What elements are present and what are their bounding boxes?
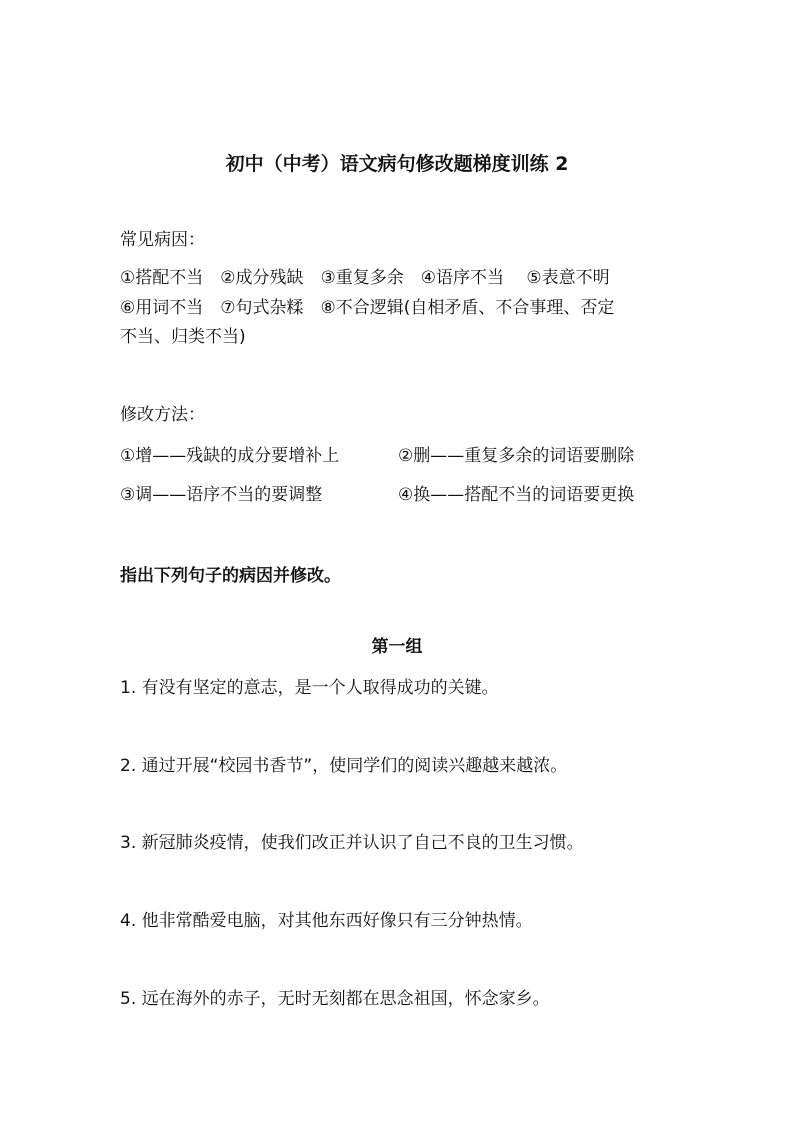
methods-heading: 修改方法： — [120, 405, 205, 425]
question-3: 3. 新冠肺炎疫情，使我们改正并认识了自己不良的卫生习惯。 — [120, 833, 584, 853]
method-replace: ④换——搭配不当的词语要更换 — [398, 485, 635, 505]
method-add: ①增——残缺的成分要增补上 — [120, 446, 340, 466]
causes-line-3: 不当、归类不当) — [120, 327, 246, 347]
causes-line-1: ①搭配不当 ②成分残缺 ③重复多余 ④语序不当 ⑤表意不明 — [120, 268, 610, 288]
causes-line-2: ⑥用词不当 ⑦句式杂糅 ⑧不合逻辑(自相矛盾、不合事理、否定 — [120, 298, 615, 318]
question-1: 1. 有没有坚定的意志，是一个人取得成功的关键。 — [120, 678, 499, 698]
question-5: 5. 远在海外的赤子，无时无刻都在思念祖国，怀念家乡。 — [120, 989, 550, 1009]
group-title: 第一组 — [371, 637, 423, 657]
causes-heading: 常见病因： — [120, 230, 205, 250]
page-title: 初中（中考）语文病句修改题梯度训练 2 — [225, 153, 569, 175]
method-reorder: ③调——语序不当的要调整 — [120, 485, 323, 505]
question-4: 4. 他非常酷爱电脑，对其他东西好像只有三分钟热情。 — [120, 911, 533, 931]
method-delete: ②删——重复多余的词语要删除 — [398, 446, 635, 466]
question-2: 2. 通过开展“校园书香节”，使同学们的阅读兴趣越来越浓。 — [120, 756, 568, 776]
instruction: 指出下列句子的病因并修改。 — [120, 566, 341, 586]
